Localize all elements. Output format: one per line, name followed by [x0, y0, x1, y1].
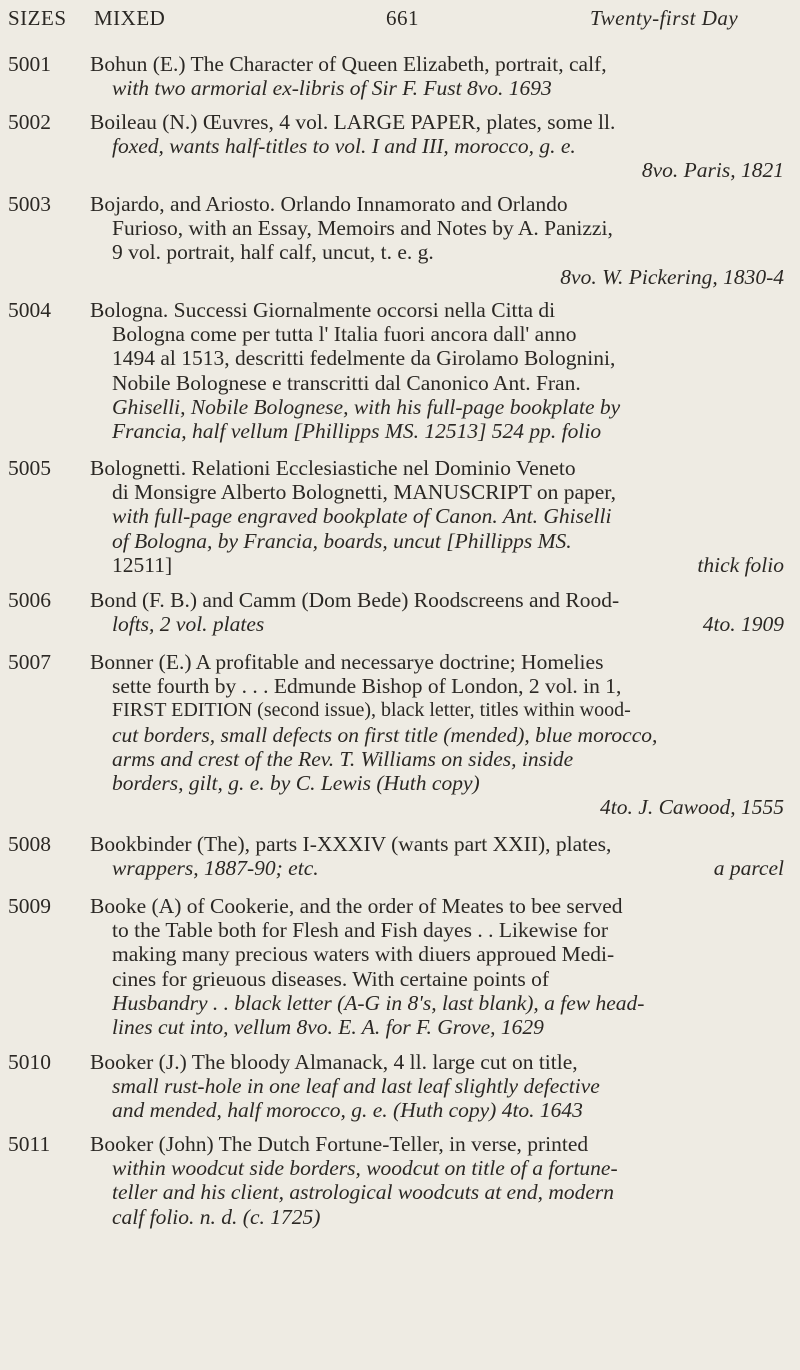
entry-line: and mended, half morocco, g. e. (Huth copy) 4to. 1643: [112, 1098, 583, 1123]
entry-line: Bookbinder (The), parts I-XXXIV (wants part XXII), plates,: [90, 832, 612, 856]
lot-number: 5003: [8, 192, 51, 216]
entry-line: small rust-hole in one leaf and last leaf slightly defective: [112, 1074, 600, 1099]
entry-text: [90, 1132, 792, 1229]
entry-line: borders, gilt, g. e. by C. Lewis (Huth copy): [112, 771, 480, 796]
entry-line: Bonner (E.) A profitable and necessarye doctrine; Homelies: [90, 650, 604, 674]
entry-line: arms and crest of the Rev. T. Williams on sides, inside: [112, 746, 574, 771]
entry-line: Booker (John) The Dutch Fortune-Teller, in verse, printed: [90, 1132, 589, 1156]
entry-line: di Monsigre Alberto Bolognetti, MANUSCRIPT on paper,: [112, 480, 616, 505]
entry-line: wrappers, 1887-90; etc.: [112, 856, 319, 881]
entry-line: lofts, 2 vol. plates: [112, 612, 265, 637]
header-day: Twenty-first Day: [590, 6, 739, 30]
entry-line: Bolognetti. Relationi Ecclesiastiche nel Dominio Veneto: [90, 456, 576, 480]
entry-line: of Bologna, by Francia, boards, uncut [Phillipps MS.: [112, 528, 572, 553]
entry-line: sette fourth by . . . Edmunde Bishop of London, 2 vol. in 1,: [112, 674, 622, 699]
lot-number: 5001: [8, 52, 51, 76]
entry-line: 9 vol. portrait, half calf, uncut, t. e. g.: [112, 240, 434, 265]
entry-line: cut borders, small defects on first title (mended), blue morocco,: [112, 722, 658, 747]
entry-text: [90, 1050, 792, 1123]
entry-line: cines for grieuous diseases. With certaine points of: [112, 966, 549, 991]
lot-number: 5005: [8, 456, 51, 480]
lot-number: 5006: [8, 588, 51, 612]
entry-line: Husbandry . . black letter (A-G in 8's, last blank), a few head-: [112, 990, 645, 1015]
entry-line: Bond (F. B.) and Camm (Dom Bede) Roodscreens and Rood-: [90, 588, 620, 612]
lot-number: 5008: [8, 832, 51, 856]
entry-text: [90, 110, 792, 183]
header-sizes: SIZES: [8, 6, 67, 30]
entry-line: foxed, wants half-titles to vol. I and III, morocco, g. e.: [112, 134, 576, 159]
entry-line: lines cut into, vellum 8vo. E. A. for F. Grove, 1629: [112, 1015, 544, 1040]
entry-text: [90, 192, 792, 289]
page-number: 661: [386, 6, 419, 30]
entry-line: within woodcut side borders, woodcut on title of a fortune-: [112, 1156, 618, 1181]
entry-line: Bologna. Successi Giornalmente occorsi nella Citta di: [90, 298, 556, 322]
entry-line: Bologna come per tutta l' Italia fuori ancora dall' anno: [112, 322, 577, 347]
entry-line: Booker (J.) The bloody Almanack, 4 ll. large cut on title,: [90, 1050, 578, 1074]
entry-line: Bojardo, and Ariosto. Orlando Innamorato and Orlando: [90, 192, 568, 216]
entry-text: [90, 832, 792, 880]
entry-format: thick folio: [697, 552, 784, 577]
lot-number: 5011: [8, 1132, 51, 1156]
lot-number: 5002: [8, 110, 51, 134]
entry-line: 8vo. Paris, 1821: [641, 158, 784, 183]
entry-line: FIRST EDITION (second issue), black letter, titles within wood-: [112, 699, 631, 722]
entry-line: with full-page engraved bookplate of Canon. Ant. Ghiselli: [112, 504, 612, 529]
entry-text: [90, 650, 792, 819]
entry-line: making many precious waters with diuers approued Medi-: [112, 942, 615, 967]
page-header: [0, 0, 800, 36]
lot-number: 5010: [8, 1050, 51, 1074]
entry-format: a parcel: [713, 856, 784, 881]
entry-line: Nobile Bolognese e transcritti dal Canonico Ant. Fran.: [112, 370, 581, 395]
entry-line: Bohun (E.) The Character of Queen Elizabeth, portrait, calf,: [90, 52, 607, 76]
lot-number: 5007: [8, 650, 51, 674]
entry-line: 12511]: [112, 552, 173, 577]
entry-line: Ghiselli, Nobile Bolognese, with his full-page bookplate by: [112, 394, 621, 419]
entry-line: 4to. J. Cawood, 1555: [600, 795, 784, 820]
entry-text: [90, 894, 792, 1039]
entry-line: Francia, half vellum [Phillipps MS. 12513] 524 pp. folio: [112, 419, 602, 444]
entry-text: [90, 456, 792, 577]
entry-line: calf folio. n. d. (c. 1725): [112, 1204, 321, 1229]
lot-number: 5009: [8, 894, 51, 918]
entry-text: [90, 298, 792, 443]
entry-line: 1494 al 1513, descritti fedelmente da Girolamo Bolognini,: [112, 346, 616, 371]
entry-line: Boileau (N.) Œuvres, 4 vol. LARGE PAPER, plates, some ll.: [90, 110, 616, 134]
entry-text: [90, 52, 792, 100]
entry-text: [90, 588, 792, 636]
lot-number: 5004: [8, 298, 51, 322]
header-mixed: MIXED: [94, 6, 166, 30]
entry-line: 8vo. W. Pickering, 1830-4: [560, 264, 784, 289]
entry-line: Furioso, with an Essay, Memoirs and Notes by A. Panizzi,: [112, 216, 613, 241]
entry-line: to the Table both for Flesh and Fish dayes . . Likewise for: [112, 918, 609, 943]
entry-line: Booke (A) of Cookerie, and the order of Meates to bee served: [90, 894, 623, 918]
entry-line: teller and his client, astrological woodcuts at end, modern: [112, 1180, 615, 1205]
entry-line: with two armorial ex-libris of Sir F. Fust 8vo. 1693: [112, 76, 552, 101]
entry-format: 4to. 1909: [702, 612, 784, 637]
